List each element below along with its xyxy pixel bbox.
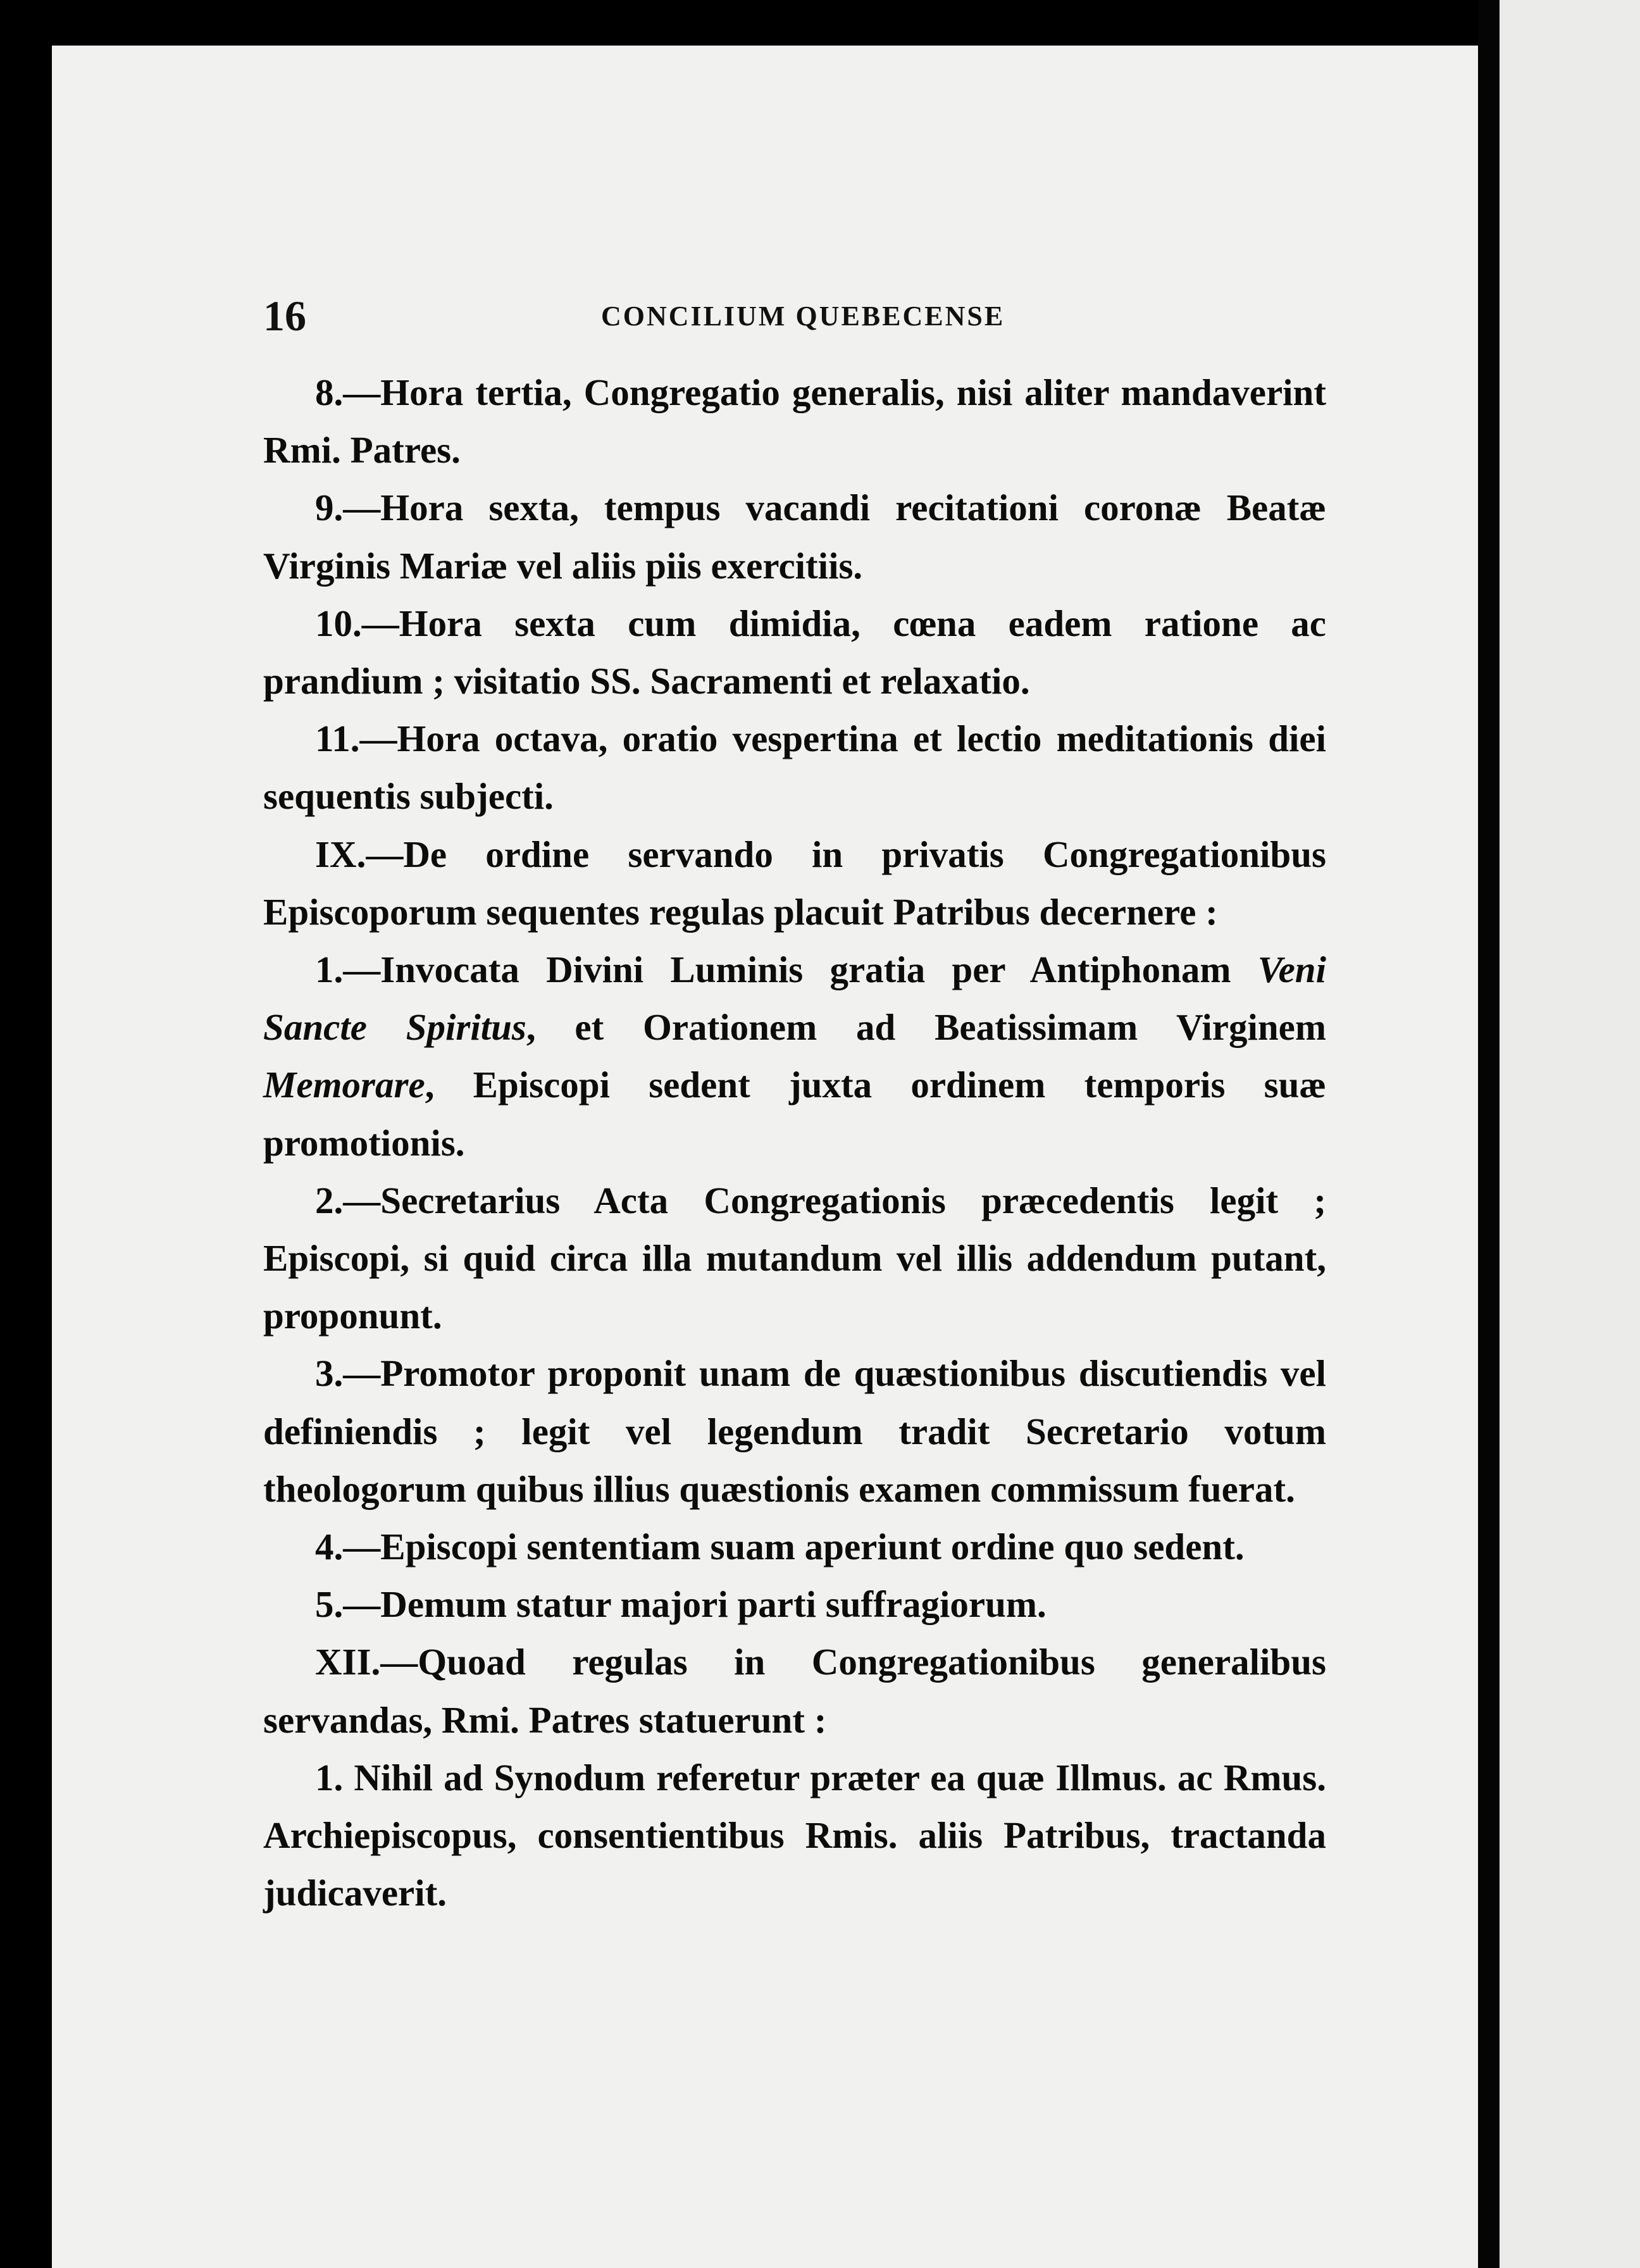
page-header (263, 291, 1453, 340)
running-title: CONCILIUM QUEBECENSE (601, 301, 1005, 332)
general-rule-1: 1. Nihil ad Synodum referetur præter ea quæ Illmus. ac Rmus. Archiepiscopus, consentientibus Rmis. aliis Patribus, tractanda judicaverit. (263, 1756, 1326, 1914)
rule-1-antiphon-title: Veni Sancte Spiritus (263, 949, 1326, 1049)
paragraph-11: 11.—Hora octava, oratio vespertina et lectio meditationis diei sequentis subjecti. (263, 718, 1326, 818)
rule-1-text-e: , Episcopi sedent juxta ordinem temporis suæ promotionis. (263, 1064, 1326, 1164)
rule-1-prayer-title: Memorare (263, 1064, 425, 1106)
paragraph-9: 9.—Hora sexta, tempus vacandi recitationi coronæ Beatæ Virginis Mariæ vel aliis piis exercitiis. (263, 487, 1326, 587)
rule-5: 5.—Demum statur majori parti suffragiorum. (315, 1583, 1047, 1626)
rule-4: 4.—Episcopi sententiam suam aperiunt ordine quo sedent. (315, 1526, 1245, 1568)
paragraph-XII: XII.—Quoad regulas in Congregationibus generalibus servandas, Rmi. Patres statuerunt : (263, 1641, 1326, 1741)
paragraph-8: 8.—Hora tertia, Congregatio generalis, nisi aliter mandaverint Rmi. Patres. (263, 371, 1326, 471)
rule-1-text-a: 1.—Invocata Divini Luminis gratia per Antiphonam (315, 949, 1258, 991)
book-page (52, 46, 1478, 2268)
rule-1 (263, 941, 1326, 1172)
rule-2: 2.—Secretarius Acta Congregationis præcedentis legit ; Episcopi, si quid circa illa mutandum vel illis addendum putant, proponunt. (263, 1179, 1326, 1337)
page-gutter (1478, 0, 1500, 2268)
paragraph-10: 10.—Hora sexta cum dimidia, cœna eadem ratione ac prandium ; visitatio SS. Sacramenti et relaxatio. (263, 602, 1326, 702)
page-number: 16 (263, 292, 306, 340)
next-page-edge (1500, 0, 1640, 2268)
rule-1-text-c: , et Orationem ad Beatissimam Virginem (526, 1006, 1326, 1049)
rule-3: 3.—Promotor proponit unam de quæstionibus discutiendis vel definiendis ; legit vel legendum tradit Secretario votum theologorum quibus illius quæstionis examen commissum fuerat. (263, 1352, 1326, 1510)
body-text (263, 364, 1326, 1922)
paragraph-IX: IX.—De ordine servando in privatis Congregationibus Episcoporum sequentes regulas placuit Patribus decernere : (263, 833, 1326, 933)
